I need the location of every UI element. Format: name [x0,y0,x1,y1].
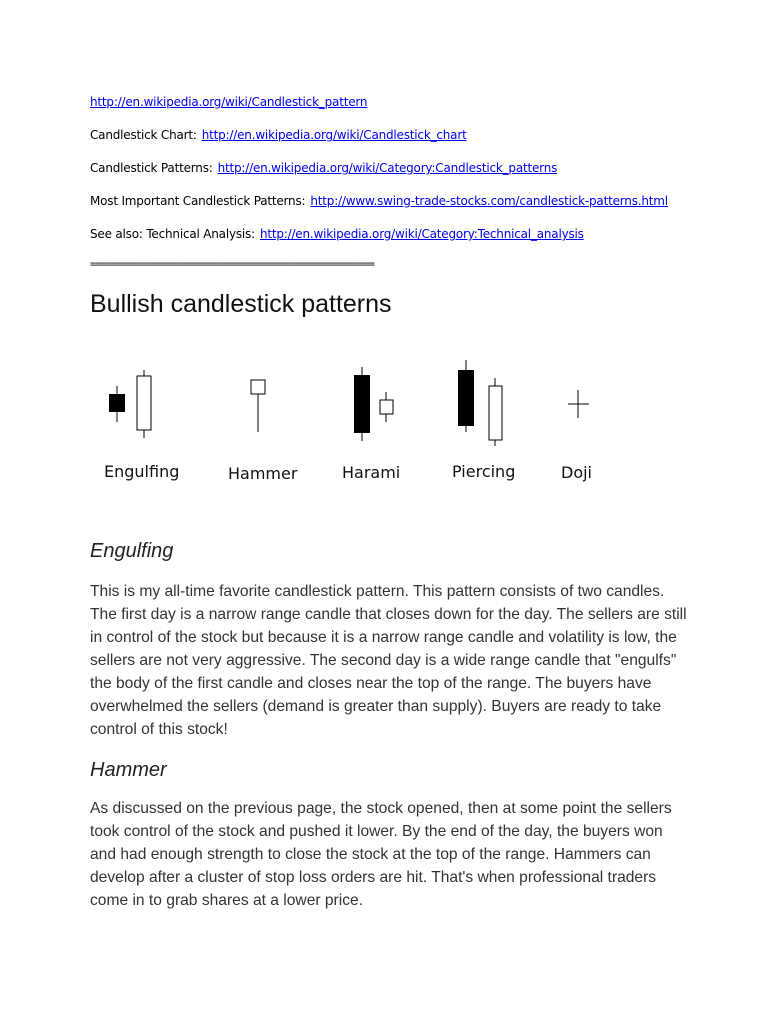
pattern-label-doji: Doji [561,463,592,482]
hammer-pattern-glyph [251,380,265,432]
link-line-candlestick-pattern [90,95,367,109]
link-line-technical-analysis [90,227,584,241]
engulfing-pattern-glyph [109,370,151,438]
pattern-label-engulfing: Engulfing [104,462,180,481]
link-line-candlestick-chart [90,128,467,142]
section-title-hammer: Hammer [90,759,167,781]
candlestick-patterns-figure [96,350,616,500]
separator-line: ======================================================== [90,259,374,270]
section-body-hammer: As discussed on the previous page, the stock opened, then at some point the sellers took control of the stock and pushed it lower. By the end of the day, the buyers won and had enough strength to close the stock at the top of the range. Hammers can develop after a cluster of stop loss orders are hit. That's when professional traders come in to grab shares at a lower price. [90,800,672,909]
piercing-pattern-glyph [458,360,502,446]
link-line-important-patterns [90,194,668,208]
section-title-engulfing: Engulfing [90,540,174,562]
link-label: Candlestick Chart: [90,128,197,142]
pattern-label-harami: Harami [342,463,401,482]
pattern-label-piercing: Piercing [452,462,516,481]
link-label: See also: Technical Analysis: [90,227,255,241]
link-label: Most Important Candlestick Patterns: [90,194,306,208]
link-swing-trade-stocks[interactable]: http://www.swing-trade-stocks.com/candlestick-patterns.html [310,194,668,208]
link-candlestick-chart[interactable]: http://en.wikipedia.org/wiki/Candlestick_chart [201,128,467,142]
link-label: Candlestick Patterns: [90,161,213,175]
harami-pattern-glyph [354,367,393,441]
link-candlestick-pattern[interactable]: http://en.wikipedia.org/wiki/Candlestick_pattern [90,95,368,109]
doji-pattern-glyph [568,390,589,418]
section-body-engulfing: This is my all-time favorite candlestick pattern. This pattern consists of two candles. The first day is a narrow range candle that closes down for the day. The sellers are still in control of the stock but because it is a narrow range candle and volatility is low, the sellers are not very aggressive. The second day is a wide range candle that "engulfs" the body of the first candle and closes near the top of the range. The buyers have overwhelmed the sellers (demand is greater than supply). Buyers are ready to take control of this stock! [90,583,687,738]
link-technical-analysis[interactable]: http://en.wikipedia.org/wiki/Category:Technical_analysis [259,227,584,241]
pattern-label-hammer: Hammer [228,464,298,483]
link-candlestick-patterns-category[interactable]: http://en.wikipedia.org/wiki/Category:Candlestick_patterns [217,161,558,175]
link-line-candlestick-patterns [90,161,557,175]
page-heading: Bullish candlestick patterns [90,290,392,318]
